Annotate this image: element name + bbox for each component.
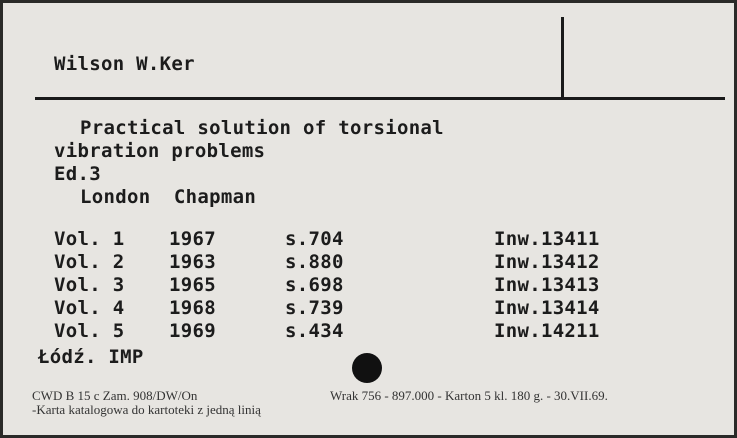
title-line-2: vibration problems (54, 140, 266, 162)
vol-pages: s.739 (285, 297, 344, 319)
vol-inventory: Inw.13413 (494, 274, 600, 296)
publisher: London Chapman (80, 186, 257, 208)
vol-year: 1963 (169, 251, 216, 273)
vol-year: 1969 (169, 320, 216, 342)
print-line-2: -Karta katalogowa do kartoteki z jedną linią (32, 402, 261, 417)
vol-inventory: Inw.13411 (494, 228, 600, 250)
print-left: CWD B 15 c Zam. 908/DW/On (32, 388, 198, 403)
edition: Ed.3 (54, 163, 101, 185)
vol-year: 1965 (169, 274, 216, 296)
library-mark: Łódź. IMP (38, 346, 144, 368)
punch-hole (352, 353, 382, 383)
vol-inventory: Inw.13412 (494, 251, 600, 273)
author: Wilson W.Ker (54, 53, 195, 75)
title-line-1: Practical solution of torsional (80, 117, 444, 139)
vol-label: Vol. 5 (54, 320, 125, 342)
vol-pages: s.698 (285, 274, 344, 296)
vol-label: Vol. 3 (54, 274, 125, 296)
header-rule (35, 97, 725, 100)
vol-inventory: Inw.14211 (494, 320, 600, 342)
vol-pages: s.434 (285, 320, 344, 342)
vol-label: Vol. 1 (54, 228, 125, 250)
vertical-rule (561, 17, 564, 99)
vol-pages: s.704 (285, 228, 344, 250)
vol-year: 1967 (169, 228, 216, 250)
vol-label: Vol. 2 (54, 251, 125, 273)
vol-pages: s.880 (285, 251, 344, 273)
print-right: Wrak 756 - 897.000 - Karton 5 kl. 180 g. - 30.VII.69. (330, 388, 608, 403)
catalog-card (3, 3, 734, 435)
vol-inventory: Inw.13414 (494, 297, 600, 319)
vol-year: 1968 (169, 297, 216, 319)
vol-label: Vol. 4 (54, 297, 125, 319)
